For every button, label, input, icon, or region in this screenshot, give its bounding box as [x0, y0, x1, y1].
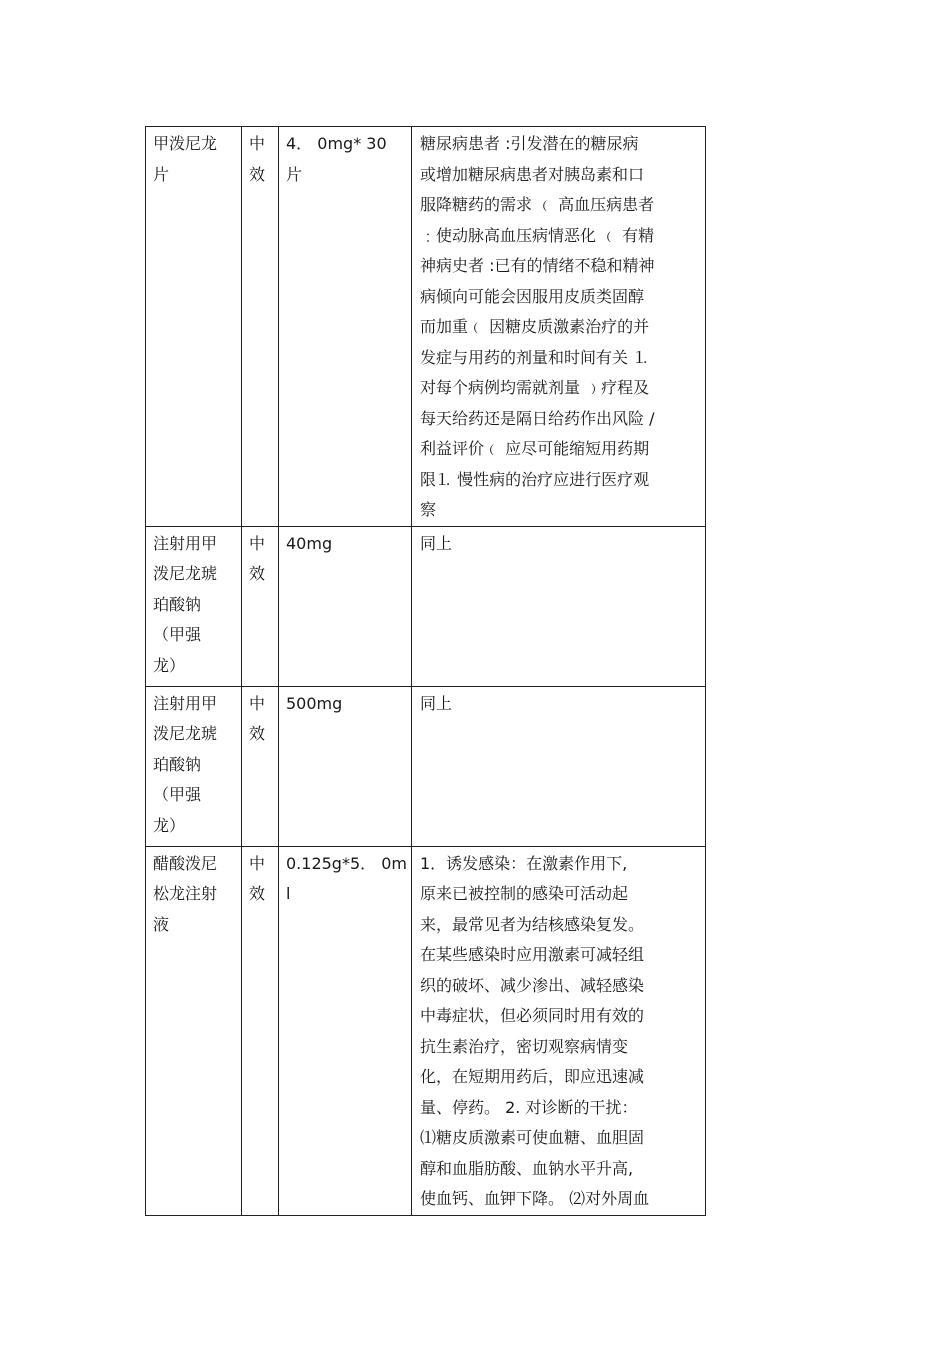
note-line: 或增加糖尿病患者对胰岛素和口 — [420, 164, 645, 184]
drug-name-line: 松龙注射 — [153, 884, 218, 903]
drug-name-line: 甲泼尼龙 — [153, 134, 218, 153]
efficacy-cell — [242, 846, 279, 1215]
efficacy-line: 效 — [249, 724, 266, 743]
note-line: 每天给药还是隔日给药作出风险 / — [420, 408, 655, 428]
drug-name-line: 珀酸钠 — [153, 594, 202, 614]
note-line: 在某些感染时应用激素可减轻组 — [420, 945, 645, 964]
drug-name-line: 泼尼龙琥 — [153, 564, 218, 583]
note-line: 织的破坏、减少渗出、减轻感染 — [420, 975, 645, 995]
note-line: 抗生素治疗，密切观察病情变 — [420, 1036, 629, 1056]
note-cell — [412, 127, 706, 527]
drug-name-line: （甲强 — [153, 625, 202, 644]
efficacy-line: 效 — [249, 164, 266, 184]
drug-name-line: 泼尼龙琥 — [153, 724, 218, 743]
note-cell — [412, 846, 706, 1215]
spec-line: 0.125g*5． 0m — [286, 853, 407, 873]
note-line: 病倾向可能会因服用皮质类固醇 — [420, 286, 645, 306]
note-line: 察 — [420, 500, 437, 519]
note-line: 神病史者 :已有的情绪不稳和精神 — [420, 256, 655, 275]
note-line: 1．诱发感染：在激素作用下, — [420, 853, 628, 873]
note-line: 原来已被控制的感染可活动起 — [420, 884, 629, 903]
note-line: 发症与用药的剂量和时间有关 ⒈ — [420, 347, 650, 367]
drug-name-cell — [146, 526, 242, 686]
note-line: 同上 — [420, 533, 453, 553]
note-line: 量、停药。 2. 对诊断的干扰： — [420, 1097, 638, 1117]
efficacy-line: 效 — [249, 884, 266, 903]
spec-line: 40mg — [286, 533, 333, 553]
note-line: 同上 — [420, 693, 453, 713]
note-cell — [412, 526, 706, 686]
efficacy-line: 中 — [249, 853, 266, 873]
spec-line: 500mg — [286, 693, 343, 713]
note-line: 利益评价﹙ 应尽可能缩短用药期 — [420, 439, 650, 458]
drug-name-cell — [146, 686, 242, 846]
efficacy-line: 中 — [249, 693, 266, 713]
table-row — [146, 127, 706, 527]
note-line: 中毒症状，但必须同时用有效的 — [420, 1006, 645, 1025]
efficacy-line: 中 — [249, 134, 266, 153]
drug-name-cell — [146, 127, 242, 527]
note-cell — [412, 686, 706, 846]
efficacy-line: 效 — [249, 564, 266, 583]
spec-line: 片 — [286, 164, 303, 184]
spec-cell — [279, 526, 412, 686]
drug-name-line: 珀酸钠 — [153, 754, 202, 774]
note-line: 醇和血脂肪酸、血钠水平升高, — [420, 1158, 634, 1178]
note-line: ﹕使动脉高血压病情恶化 ﹙ 有精 — [420, 225, 655, 245]
note-line: 而加重﹙ 因糖皮质激素治疗的并 — [420, 317, 650, 336]
drug-name-cell — [146, 846, 242, 1215]
table-row — [146, 846, 706, 1215]
drug-table — [145, 126, 706, 1216]
drug-name-line: （甲强 — [153, 785, 202, 804]
note-line: 来，最常见者为结核感染复发。 — [420, 914, 645, 934]
table-body — [146, 127, 706, 1216]
note-line: 限⒈ 慢性病的治疗应进行医疗观 — [420, 469, 650, 489]
note-line: ⑴糖皮质激素可使血糖、血胆固 — [420, 1128, 645, 1147]
note-line: 对每个病例均需就剂量 ﹚疗程及 — [420, 378, 650, 397]
table-row — [146, 526, 706, 686]
spec-cell — [279, 127, 412, 527]
note-line: 使血钙、血钾下降。 ⑵对外周血 — [420, 1189, 650, 1208]
spec-cell — [279, 686, 412, 846]
table-row — [146, 686, 706, 846]
note-line: 糖尿病患者 :引发潜在的糖尿病 — [420, 134, 639, 153]
drug-name-line: 龙） — [153, 655, 186, 675]
efficacy-line: 中 — [249, 533, 266, 553]
drug-name-line: 注射用甲 — [153, 533, 218, 553]
spec-cell — [279, 846, 412, 1215]
drug-name-line: 醋酸泼尼 — [153, 853, 218, 873]
efficacy-cell — [242, 686, 279, 846]
efficacy-cell — [242, 526, 279, 686]
drug-name-line: 片 — [153, 164, 170, 184]
spec-line: l — [286, 884, 291, 903]
drug-name-line: 注射用甲 — [153, 693, 218, 713]
note-line: 化，在短期用药后，即应迅速减 — [420, 1067, 645, 1086]
drug-name-line: 液 — [153, 914, 170, 934]
note-line: 服降糖药的需求 ﹙ 高血压病患者 — [420, 195, 655, 214]
drug-name-line: 龙） — [153, 815, 186, 835]
efficacy-cell — [242, 127, 279, 527]
spec-line: 4． 0mg* 30 — [286, 134, 387, 153]
